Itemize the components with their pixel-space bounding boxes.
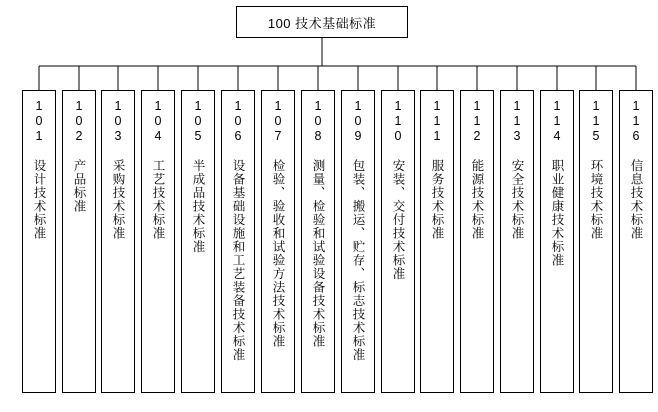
node-104-label: 104 工艺技术标准 (151, 99, 165, 240)
node-110-label: 110 安装、交付技术标准 (391, 99, 405, 281)
node-105-label: 105 半成品技术标准 (191, 99, 205, 254)
node-101-label: 101 设计技术标准 (32, 99, 46, 240)
node-115-label: 115 环境技术标准 (589, 99, 603, 240)
node-114[interactable] (540, 90, 574, 393)
node-102-label: 102 产品标准 (72, 99, 86, 213)
node-111-label: 111 服务技术标准 (430, 99, 444, 240)
node-106-label: 106 设备基础设施和工艺装备技术标准 (231, 99, 245, 362)
node-108[interactable] (301, 90, 335, 393)
root-node-label: 100 技术基础标准 (267, 15, 377, 31)
node-103[interactable] (101, 90, 135, 393)
node-101[interactable] (22, 90, 56, 393)
node-109-label: 109 包装、搬运、贮存、标志技术标准 (351, 99, 365, 362)
node-116[interactable] (619, 90, 653, 393)
node-109[interactable] (341, 90, 375, 393)
node-106[interactable] (221, 90, 255, 393)
node-113[interactable] (500, 90, 534, 393)
root-node-100[interactable] (236, 6, 408, 38)
node-114-label: 114 职业健康技术标准 (550, 99, 564, 267)
node-112[interactable] (460, 90, 494, 393)
node-110[interactable] (381, 90, 415, 393)
node-102[interactable] (62, 90, 96, 393)
node-112-label: 112 能源技术标准 (470, 99, 484, 240)
node-107-label: 107 检验、验收和试验方法技术标准 (271, 99, 285, 348)
node-116-label: 116 信息技术标准 (629, 99, 643, 240)
node-113-label: 113 安全技术标准 (510, 99, 524, 240)
node-115[interactable] (579, 90, 613, 393)
node-103-label: 103 采购技术标准 (111, 99, 125, 240)
node-107[interactable] (261, 90, 295, 393)
node-105[interactable] (181, 90, 215, 393)
node-111[interactable] (420, 90, 454, 393)
node-108-label: 108 测量、检验和试验设备技术标准 (311, 99, 325, 348)
node-104[interactable] (141, 90, 175, 393)
